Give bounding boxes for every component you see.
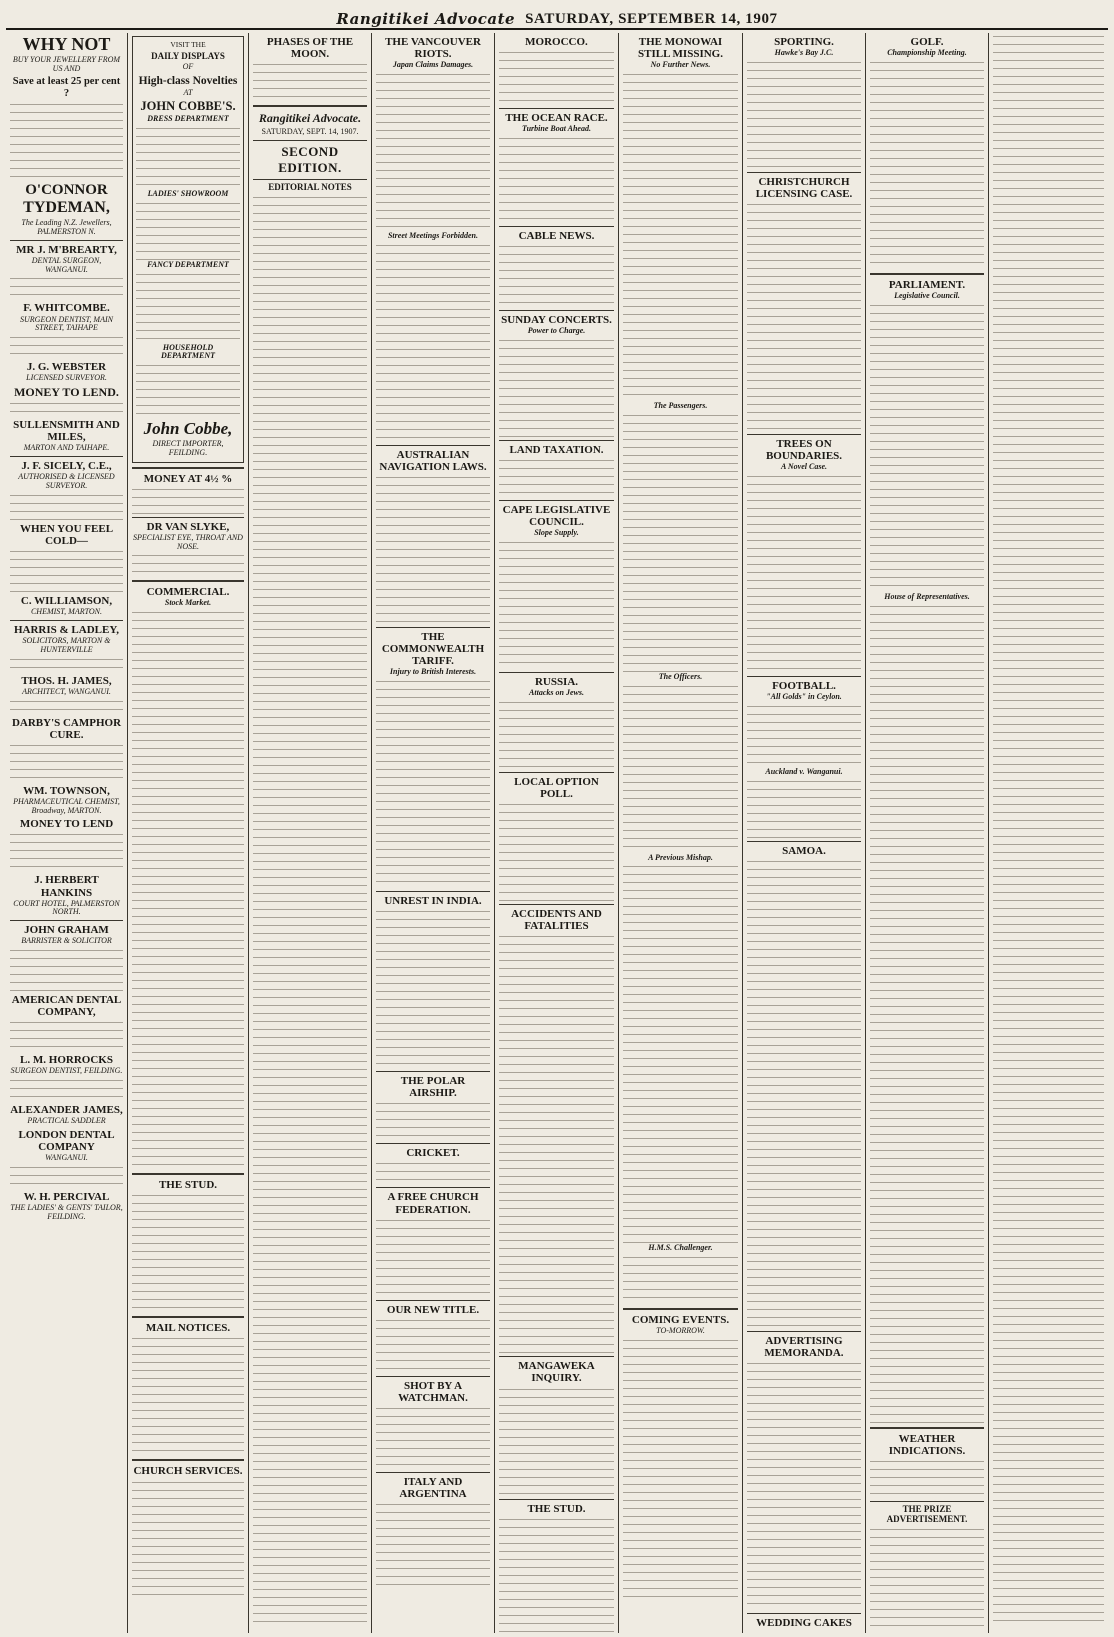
ad-text [136,125,240,189]
article-text [132,1479,244,1599]
article-heading: ADVERTISING MEMORANDA. [764,1334,844,1359]
article-text [623,1254,738,1304]
article-subheading: The Officers. [658,671,703,681]
article-text [623,863,738,1243]
article-text [499,135,614,223]
ad-heading: MR J. M'BREARTY, [16,243,117,256]
ad-subheading: MARTON AND TAIHAPE. [23,443,110,453]
article-text [499,933,614,1353]
ad-heading: DARBY'S CAMPHOR CURE. [11,716,122,741]
article-heading: SHOT BY A WATCHMAN. [398,1379,468,1404]
article-text [132,1335,244,1455]
column-8 [866,33,989,1633]
ad-heading: LONDON DENTAL COMPANY [18,1129,115,1154]
ad-subheading: SURGEON DENTIST, MAIN STREET, TAIHAPE [20,314,113,333]
ad-heading: DR VAN SLYKE, [146,520,230,533]
article-text [747,473,861,673]
ad-subheading: BUY YOUR JEWELLERY FROM US AND [12,54,121,73]
article-text [376,1100,490,1140]
article-heading: A FREE CHURCH FEDERATION. [387,1191,479,1216]
ad-heading: TYDEMAN, [23,199,110,217]
article-text [499,243,614,307]
dept-heading: FANCY DEPARTMENT [147,259,229,269]
article-text [623,71,738,401]
column-5 [495,33,619,1633]
article-text [376,474,490,624]
article-text [747,703,861,767]
ad-text [136,362,240,418]
article-text [870,603,984,1423]
ad-text [10,742,123,782]
column-3 [249,33,372,1633]
ad-heading: SULLENSMITH AND MILES, [13,419,120,444]
article-text [376,1317,490,1373]
article-text [376,242,490,442]
article-text [132,1192,244,1312]
article-text [376,908,490,1068]
ad-heading: THOS. H. JAMES, [21,674,112,687]
article-heading: LOCAL OPTION POLL. [514,775,599,801]
ad-heading: F. WHITCOMBE. [23,302,110,315]
ad-heading: MONEY TO LEND [19,818,114,831]
article-heading: COMING EVENTS. [631,1314,730,1327]
ad-heading: L. M. HORROCKS [20,1054,113,1067]
article-subheading: TO-MORROW. [656,1326,705,1336]
ad-heading: AMERICAN DENTAL COMPANY, [11,994,122,1019]
column-4 [372,33,495,1633]
ad-heading: O'CONNOR [25,181,108,198]
article-subheading: House of Representatives. [884,591,970,601]
section-heading: COMMERCIAL. [146,586,230,599]
ad-heading: C. WILLIAMSON, [20,595,113,608]
article-heading: CHRISTCHURCH LICENSING CASE. [755,175,853,200]
article-text [870,1458,984,1498]
ad-text [10,334,123,358]
article-subheading: Hawke's Bay J.C. [774,48,834,58]
article-text [376,678,490,888]
article-text [499,49,614,105]
article-text [376,1405,490,1469]
article-heading: SAMOA. [782,844,826,857]
article-text [870,302,984,592]
ad-subheading: SURGEON DENTIST, FEILDING. [10,1066,123,1076]
article-subheading: Turbine Boat Ahead. [522,124,591,134]
article-subheading: Championship Meeting. [887,48,967,58]
ad-subheading: PHARMACEUTICAL CHEMIST, Broadway, MARTON. [13,796,120,815]
article-subheading: A Novel Case. [781,462,827,472]
ad-subheading: WANGANUI. [45,1153,88,1163]
article-heading: WEATHER INDICATIONS. [888,1432,966,1457]
article-subheading: The Passengers. [653,400,708,410]
article-text [623,412,738,672]
article-heading: THE OCEAN RACE. [505,112,608,125]
ad-subheading: DENTAL SURGEON, WANGANUI. [31,255,102,274]
ad-text [10,698,123,714]
article-subheading: "All Golds" in Ceylon. [766,692,842,702]
ad-heading: W. H. PERCIVAL [23,1191,110,1204]
article-text [747,1360,861,1610]
article-heading: WEDDING CAKES [756,1617,852,1630]
article-text [623,1337,738,1597]
article-subheading: No Further News. [650,60,711,70]
ad-subheading: SPECIALIST EYE, THROAT AND NOSE. [133,532,243,551]
section-heading: EDITORIAL NOTES [268,181,352,192]
ad-subheading: AUTHORISED & LICENSED SURVEYOR. [18,472,115,491]
ad-heading: High-class Novelties [138,74,238,87]
article-heading: CAPE LEGISLATIVE COUNCIL. [502,504,611,529]
ad-text [10,400,123,416]
article-heading: SPORTING. [774,36,834,48]
article-subheading: Japan Claims Damages. [392,60,474,70]
article-text [376,71,490,231]
ad-subheading: DIRECT IMPORTER, FEILDING. [152,438,224,457]
ad-text [10,101,123,181]
section-subheading: Stock Market. [164,598,212,608]
ad-subheading: ARCHITECT, WANGANUI. [22,686,111,696]
ad-heading: Save at least 25 per cent ? [12,76,121,100]
ad-heading: WM. TOWNSON, [23,784,110,797]
article-text [376,1217,490,1297]
paper-name: Rangitikei Advocate [336,10,516,28]
article-text [499,699,614,769]
ad-subheading: The Leading N.Z. Jewellers, PALMERSTON N. [21,218,112,236]
article-text [499,1386,614,1496]
ad-text [10,548,123,592]
article-text [993,33,1104,1623]
article-heading: THE MONOWAI STILL MISSING. [638,36,723,61]
dept-heading: LADIES' SHOWROOM [147,188,229,198]
article-text [747,778,861,838]
column-2 [128,33,249,1633]
article-subheading: Auckland v. Wanganui. [765,766,843,776]
column-7 [743,33,866,1633]
ad-heading: J. G. WEBSTER [26,361,107,374]
ad-heading: MONEY TO LEND. [14,384,119,399]
article-text [747,201,861,431]
column-1 [6,33,128,1633]
article-heading: MANGAWEKA INQUIRY. [518,1360,595,1385]
article-heading: GOLF. [910,36,944,48]
dept-heading: HOUSEHOLD DEPARTMENT [160,342,216,361]
columns [6,33,1108,1633]
ad-text [10,1077,123,1101]
article-text [499,1516,614,1633]
article-text [499,457,614,497]
ad-heading: J. HERBERT HANKINS [34,874,99,899]
section-heading: PHASES OF THE MOON. [266,36,354,61]
ad-text [136,200,240,260]
ad-heading: WHEN YOU FEEL COLD— [19,522,114,547]
section-heading: CHURCH SERVICES. [133,1465,243,1478]
ad-subheading: SOLICITORS, MARTON & HUNTERVILLE [22,636,111,654]
section-heading: THE STUD. [158,1179,218,1192]
article-heading: RUSSIA. [534,676,579,689]
cobbe-ad [132,36,244,463]
article-text [623,683,738,853]
ad-text [10,1019,123,1051]
article-text [253,194,367,1624]
cobbe-signature: John Cobbe, [143,419,233,439]
ad-subheading: BARRISTER & SOLICITOR [21,936,112,946]
article-heading: TREES ON BOUNDARIES. [765,438,843,463]
article-heading: THE PRIZE ADVERTISEMENT. [886,1503,968,1524]
ad-text [10,947,123,991]
article-text [747,1630,861,1633]
ad-text [136,271,240,343]
article-heading: THE VANCOUVER RIOTS. [385,36,481,61]
dateline: SATURDAY, SEPTEMBER 14, 1907 [525,11,778,27]
ad-subheading: LICENSED SURVEYOR. [26,373,107,383]
ad-heading: HARRIS & LADLEY, [13,623,120,636]
article-text [253,61,367,101]
article-heading: UNREST IN INDIA. [384,895,482,908]
section-heading: MAIL NOTICES. [145,1322,231,1335]
article-heading: LAND TAXATION. [509,443,604,456]
ad-heading: WHY NOT [22,34,111,54]
article-text [376,1501,490,1591]
ad-heading: MONEY AT 4½ % [143,472,233,485]
ad-text [10,1164,123,1188]
ad-text [10,831,123,871]
article-subheading: H.M.S. Challenger. [648,1243,713,1253]
ad-text [132,486,244,514]
masthead [6,6,1108,30]
ad-text [10,656,123,672]
ad-text: VISIT THE [170,40,206,49]
article-subheading: Attacks on Jews. [529,688,584,698]
article-text [870,59,984,269]
article-subheading: Street Meetings Forbidden. [387,230,478,240]
article-text [499,539,614,669]
article-subheading: A Previous Mishap. [648,852,713,862]
article-heading: AUSTRALIAN NAVIGATION LAWS. [379,448,487,473]
article-text [499,801,614,901]
ad-text: DAILY DISPLAYS [151,51,225,62]
ad-text: OF [182,62,194,72]
article-subheading: Injury to British Interests. [389,667,477,677]
article-heading: THE COMMONWEALTH TARIFF. [381,630,485,668]
publication-date: SATURDAY, SEPT. 14, 1907. [261,127,359,137]
ad-subheading: COURT HOTEL, PALMERSTON NORTH. [13,898,120,917]
ad-text [10,275,123,299]
article-subheading: Power to Charge. [527,326,586,336]
ad-text: AT [183,87,193,97]
article-heading: MOROCCO. [525,36,588,48]
article-heading: CABLE NEWS. [518,229,595,242]
article-heading: FOOTBALL. [772,680,836,693]
ad-subheading: THE LADIES' & GENTS' TAILOR, FEILDING. [10,1203,123,1221]
article-text [870,1526,984,1633]
article-text [747,858,861,1328]
article-text [132,609,244,1169]
article-heading: OUR NEW TITLE. [386,1303,480,1316]
article-heading: PARLIAMENT. [888,278,966,291]
column-9 [989,33,1108,1633]
edition-label: SECOND EDITION. [278,143,342,175]
article-text [747,59,861,169]
dept-heading: DRESS DEPARTMENT [147,114,229,124]
publication-title: Rangitikei Advocate. [258,111,362,126]
article-subheading: Slope Supply. [534,528,579,538]
article-heading: ACCIDENTS AND FATALITIES [511,908,602,933]
ad-heading: JOHN GRAHAM [24,924,109,937]
article-text [376,1160,490,1184]
ad-heading: J. F. SICELY, C.E., [21,460,112,473]
article-text [499,337,614,437]
ad-heading: JOHN COBBE'S. [140,99,236,114]
ad-heading: ALEXANDER JAMES, [10,1104,123,1117]
article-heading: THE POLAR AIRSHIP. [400,1075,466,1100]
article-subheading: Legislative Council. [894,290,960,300]
ad-text [132,552,244,576]
column-6 [619,33,743,1633]
article-heading: THE STUD. [527,1502,586,1515]
ad-subheading: CHEMIST, MARTON. [30,607,103,617]
article-heading: CRICKET. [406,1147,460,1160]
ad-text [10,492,123,520]
article-heading: SUNDAY CONCERTS. [501,314,612,327]
article-heading: ITALY AND ARGENTINA [399,1475,467,1500]
ad-subheading: PRACTICAL SADDLER [27,1116,106,1126]
